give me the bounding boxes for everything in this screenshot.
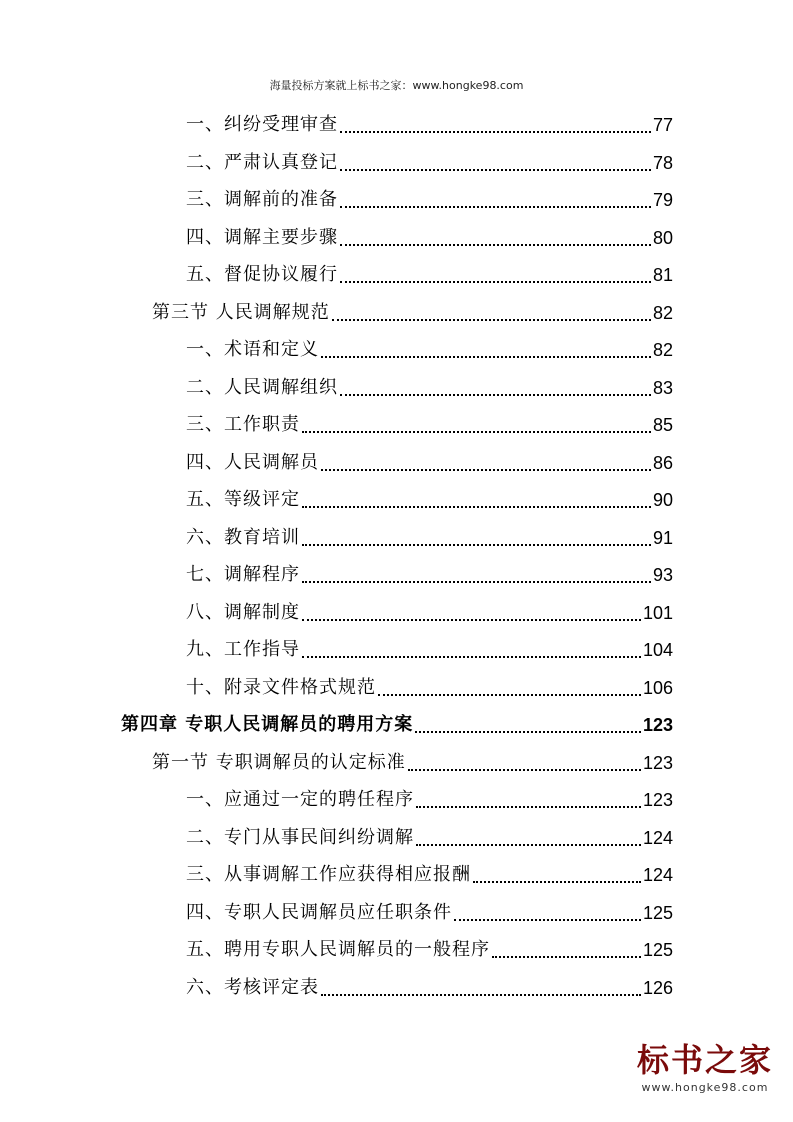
toc-entry-page: 82 bbox=[652, 302, 673, 323]
toc-entry-page: 86 bbox=[652, 452, 673, 473]
toc-entry[interactable] bbox=[0, 589, 673, 626]
toc-entry[interactable] bbox=[0, 439, 673, 476]
toc-entry-page: 93 bbox=[652, 565, 673, 585]
toc-entry-title: 五、聘用专职人民调解员的一般程序 bbox=[186, 939, 490, 960]
toc-leader-dots bbox=[321, 469, 651, 471]
toc-entry-page: 77 bbox=[652, 115, 673, 135]
toc-entry[interactable] bbox=[0, 701, 673, 738]
toc-entry-title: 一、术语和定义 bbox=[186, 339, 319, 360]
toc-entry-page: 83 bbox=[652, 377, 673, 398]
toc-entry-page: 125 bbox=[642, 902, 673, 923]
toc-entry-page: 78 bbox=[652, 152, 673, 173]
toc-entry-title: 三、从事调解工作应获得相应报酬 bbox=[186, 864, 471, 885]
toc-leader-dots bbox=[321, 994, 641, 996]
toc-entry[interactable] bbox=[0, 514, 673, 551]
toc-leader-dots bbox=[340, 394, 651, 396]
page-header: 海量投标方案就上标书之家：www.hongke98.com bbox=[269, 79, 524, 92]
toc-entry-page: 79 bbox=[652, 190, 673, 210]
toc-entry-title: 五、等级评定 bbox=[186, 489, 300, 510]
toc-entry-title: 三、调解前的准备 bbox=[186, 189, 338, 210]
toc-entry-page: 123 bbox=[642, 752, 673, 773]
toc-leader-dots bbox=[415, 731, 641, 733]
toc-entry[interactable] bbox=[0, 551, 673, 588]
toc-entry-page: 85 bbox=[652, 415, 673, 435]
toc-leader-dots bbox=[302, 656, 641, 658]
toc-entry[interactable] bbox=[0, 214, 673, 251]
toc-entry-page: 104 bbox=[642, 640, 673, 660]
toc-entry-page: 123 bbox=[642, 790, 673, 810]
toc-entry-page: 124 bbox=[642, 865, 673, 885]
toc-entry-page: 101 bbox=[642, 602, 673, 623]
toc-entry[interactable] bbox=[0, 364, 673, 401]
toc-leader-dots bbox=[416, 844, 641, 846]
toc-entry-title: 四、专职人民调解员应任职条件 bbox=[186, 901, 452, 923]
toc-entry-title: 第四章 专职人民调解员的聘用方案 bbox=[121, 714, 414, 735]
toc-entry-page: 91 bbox=[652, 527, 673, 548]
toc-entry-page: 123 bbox=[642, 715, 673, 735]
toc-entry[interactable] bbox=[0, 889, 673, 926]
toc-entry-page: 126 bbox=[642, 977, 673, 998]
toc-entry[interactable] bbox=[0, 664, 673, 701]
logo-url: www.hongke98.com bbox=[641, 1081, 769, 1094]
toc-leader-dots bbox=[492, 956, 641, 958]
toc-entry[interactable] bbox=[0, 776, 673, 813]
toc-leader-dots bbox=[340, 131, 651, 133]
toc-entry[interactable] bbox=[0, 626, 673, 663]
toc-entry[interactable] bbox=[0, 476, 673, 513]
toc-leader-dots bbox=[416, 806, 641, 808]
toc-entry-title: 四、人民调解员 bbox=[186, 451, 319, 473]
toc-entry-title: 六、教育培训 bbox=[186, 526, 300, 548]
toc-entry[interactable] bbox=[0, 139, 673, 176]
toc-entry-title: 四、调解主要步骤 bbox=[186, 226, 338, 248]
toc-entry[interactable] bbox=[0, 851, 673, 888]
toc-entry-page: 106 bbox=[642, 677, 673, 698]
toc-leader-dots bbox=[340, 244, 651, 246]
toc-entry-title: 二、严肃认真登记 bbox=[186, 151, 338, 173]
toc-entry[interactable] bbox=[0, 326, 673, 363]
toc-leader-dots bbox=[302, 581, 651, 583]
toc-entry-title: 十、附录文件格式规范 bbox=[186, 676, 376, 698]
logo-name: 标书之家 bbox=[636, 1041, 773, 1079]
brand-logo bbox=[637, 1035, 773, 1094]
toc-entry[interactable] bbox=[0, 814, 673, 851]
toc-leader-dots bbox=[302, 544, 651, 546]
toc-entry-title: 三、工作职责 bbox=[186, 414, 300, 435]
toc-leader-dots bbox=[340, 281, 651, 283]
toc-entry-title: 一、应通过一定的聘任程序 bbox=[186, 789, 414, 810]
toc-leader-dots bbox=[340, 206, 651, 208]
toc-entry[interactable] bbox=[0, 964, 673, 1001]
toc-leader-dots bbox=[332, 319, 651, 321]
toc-entry-title: 一、纠纷受理审查 bbox=[186, 114, 338, 135]
toc-leader-dots bbox=[473, 881, 641, 883]
toc-leader-dots bbox=[302, 619, 641, 621]
toc-entry-title: 八、调解制度 bbox=[186, 601, 300, 623]
toc-leader-dots bbox=[302, 506, 651, 508]
toc-leader-dots bbox=[321, 356, 651, 358]
toc-entry-title: 七、调解程序 bbox=[186, 564, 300, 585]
toc-entry-page: 90 bbox=[652, 490, 673, 510]
toc-leader-dots bbox=[408, 769, 641, 771]
toc-entry[interactable] bbox=[0, 401, 673, 438]
toc-entry-title: 二、人民调解组织 bbox=[186, 376, 338, 398]
toc-entry-page: 124 bbox=[642, 827, 673, 848]
toc-entry-title: 二、专门从事民间纠纷调解 bbox=[186, 826, 414, 848]
toc-leader-dots bbox=[340, 169, 651, 171]
toc-entry-title: 九、工作指导 bbox=[186, 639, 300, 660]
toc-entry[interactable] bbox=[0, 251, 673, 288]
toc-entry-title: 六、考核评定表 bbox=[186, 976, 319, 998]
toc-leader-dots bbox=[302, 431, 651, 433]
toc-entry[interactable] bbox=[0, 101, 673, 138]
toc-entry-title: 第三节 人民调解规范 bbox=[152, 301, 330, 323]
toc-entry-page: 80 bbox=[652, 227, 673, 248]
toc-entry-title: 五、督促协议履行 bbox=[186, 264, 338, 285]
toc-entry-title: 第一节 专职调解员的认定标准 bbox=[152, 751, 406, 773]
toc-leader-dots bbox=[454, 919, 641, 921]
toc-entry[interactable] bbox=[0, 739, 673, 776]
toc-entry-page: 125 bbox=[642, 940, 673, 960]
toc-entry-page: 81 bbox=[652, 265, 673, 285]
toc-entry[interactable] bbox=[0, 926, 673, 963]
toc-leader-dots bbox=[378, 694, 641, 696]
toc-entry-page: 82 bbox=[652, 340, 673, 360]
toc-entry[interactable] bbox=[0, 289, 673, 326]
toc-entry[interactable] bbox=[0, 176, 673, 213]
